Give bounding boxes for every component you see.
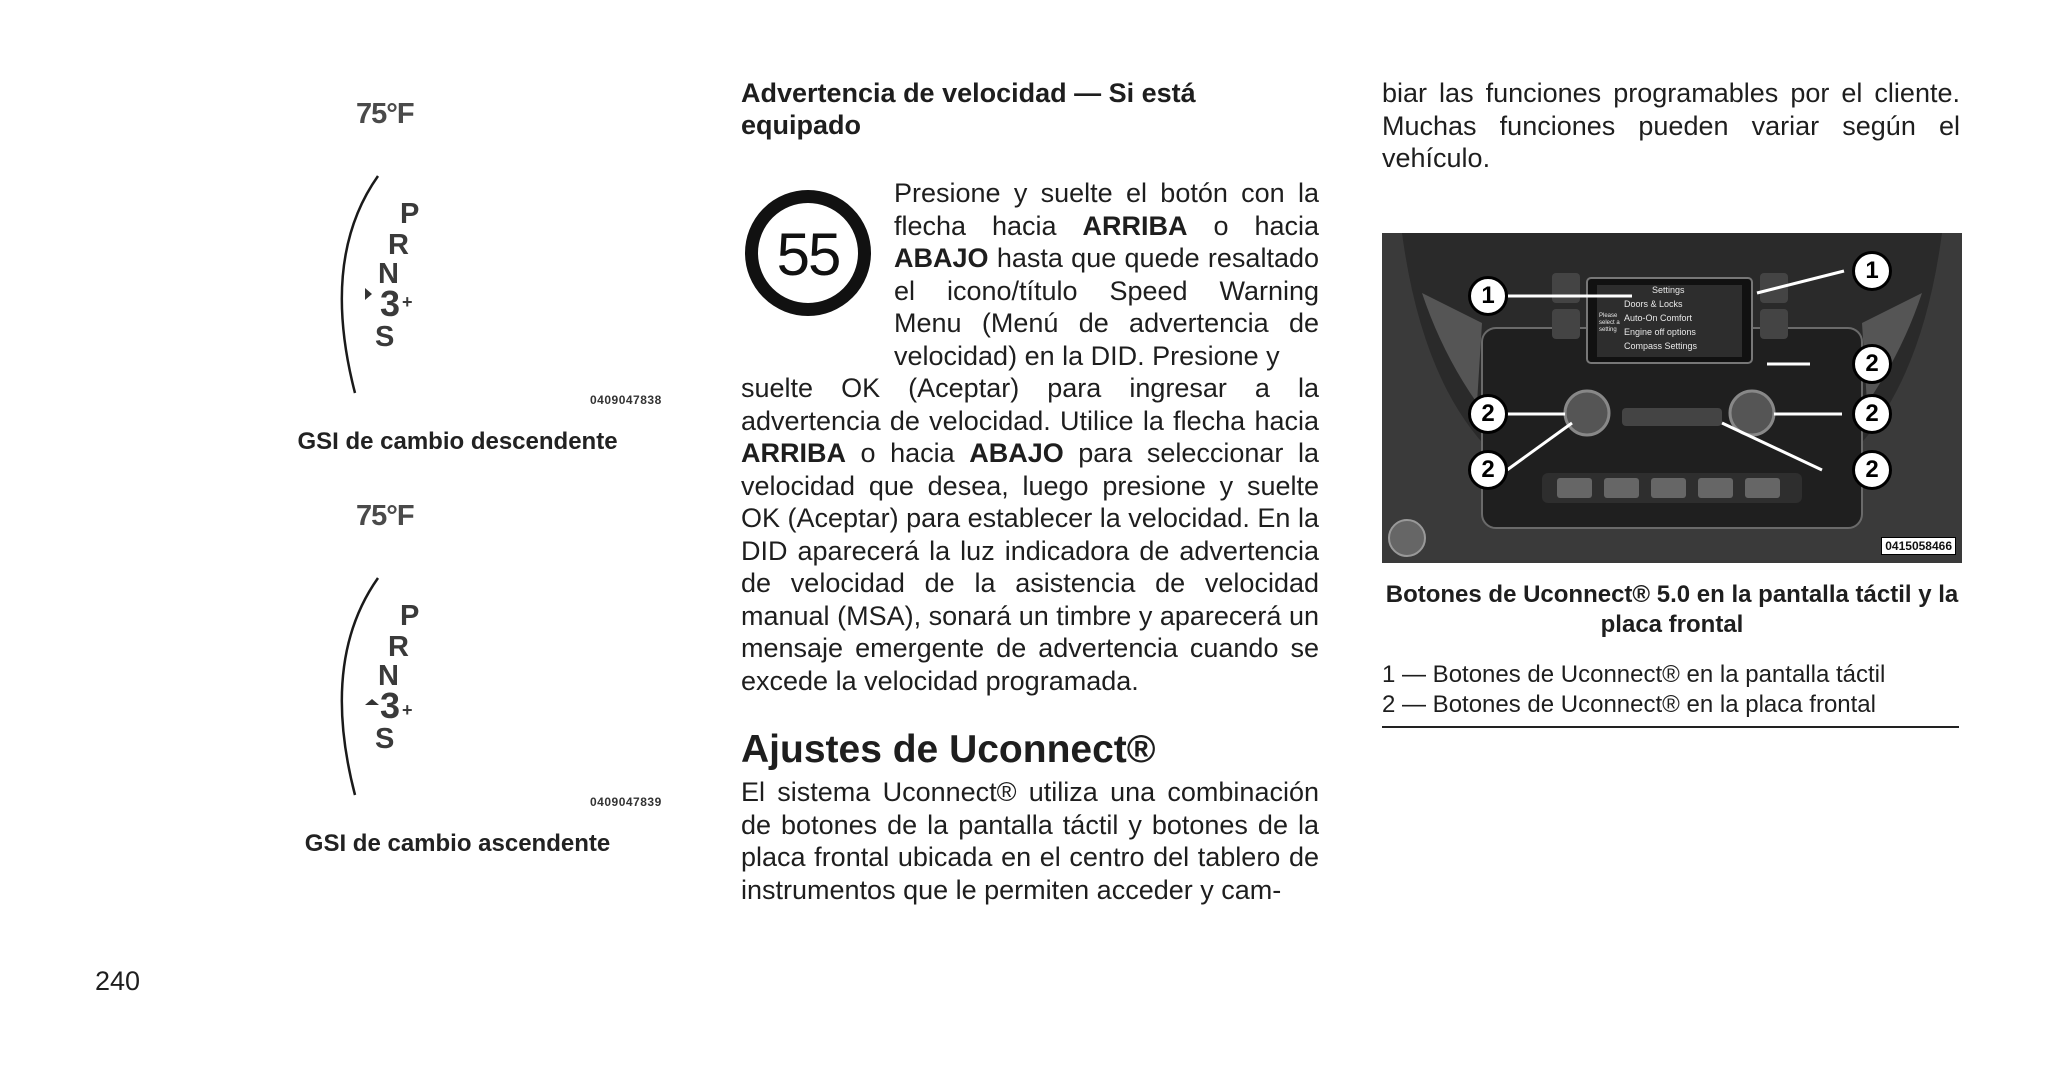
text-bold: ABAJO (894, 243, 989, 273)
callout-2: 2 (1468, 394, 1508, 434)
uconnect-heading: Ajustes de Uconnect® (741, 728, 1156, 771)
text-run: o hacia (1187, 210, 1319, 241)
gear-n: N (378, 660, 399, 692)
text-run: suelte OK (Aceptar) para ingresar a la advertencia de velocidad. Utilice la flecha hacia (741, 373, 1319, 436)
photo-caption: Botones de Uconnect® 5.0 en la pantalla táctil y la placa frontal (1385, 581, 1959, 638)
speed-warning-heading: Advertencia de velocidad — Si está equipado (741, 78, 1196, 140)
gear-s: S (375, 321, 395, 353)
text-bold: ARRIBA (1082, 210, 1188, 241)
callout-2: 2 (1852, 394, 1892, 434)
callout-1: 1 (1852, 251, 1892, 291)
uconnect-paragraph: El sistema Uconnect® utiliza una combinación de botones de la pantalla táctil y botones de la placa frontal ubicada en el centro del tablero de instrumentos que le permiten acceder y cam- (741, 777, 1319, 905)
gear-n: N (378, 258, 399, 290)
gear-p: P (400, 600, 420, 632)
figure-code: 0409047838 (590, 393, 662, 407)
text-bold: ARRIBA (741, 438, 846, 468)
callout-2: 2 (1852, 450, 1892, 490)
callout-2: 2 (1468, 450, 1508, 490)
figure-caption: GSI de cambio ascendente (304, 830, 611, 857)
page-number: 240 (95, 966, 141, 996)
gear-p: P (400, 198, 420, 230)
gear-3: 3 (380, 685, 401, 726)
speed-limit-number: 55 (776, 220, 840, 288)
gsi-gauge-arc (270, 88, 690, 423)
gsi-figure-downshift (270, 88, 690, 423)
legend-item: 2 — Botones de Uconnect® en la placa frontal (1382, 691, 1876, 718)
screen-menu-item: Engine off options (1624, 327, 1696, 337)
speed-warning-paragraph-bottom (741, 372, 1319, 697)
gsi-gauge-arc (270, 490, 690, 825)
speed-warning-paragraph-top (894, 177, 1319, 372)
gear-r: R (388, 631, 409, 663)
screen-title: Settings (1652, 285, 1685, 295)
gear-3: 3 (380, 283, 401, 324)
legend-item: 1 — Botones de Uconnect® en la pantalla táctil (1382, 661, 1886, 688)
gear-r: R (388, 229, 409, 261)
screen-menu-item: Doors & Locks (1624, 299, 1683, 309)
gsi-figure-upshift (270, 490, 690, 825)
screen-menu-item: Compass Settings (1624, 341, 1698, 351)
callout-2: 2 (1852, 344, 1892, 384)
figure-code: 0409047839 (590, 795, 662, 809)
text-run: hasta que quede resaltado el icono/título Speed Warning Menu (Menú de advertencia de velocidad) en la DID. Presione y (894, 243, 1319, 371)
text-bold: ABAJO (969, 438, 1064, 468)
temperature-readout: 75°F (356, 500, 414, 532)
text-run: o hacia (846, 438, 970, 468)
speed-limit-icon (745, 190, 871, 316)
gear-s: S (375, 723, 395, 755)
temperature-readout: 75°F (356, 98, 414, 130)
screen-menu-item: Auto-On Comfort (1624, 313, 1693, 323)
text-run: para seleccionar la velocidad que desea, luego presione y suelte OK (Aceptar) para establecer la velocidad. En la DID aparecerá la luz indicadora de advertencia de velocidad de la asistencia de velocidad manual (MSA), sonará un timbre y aparecerá un mensaje emergente de advertencia cuando se excede la velocidad programada. (741, 438, 1319, 696)
text-run: Presione y suelte el botón con la flecha hacia (894, 178, 1319, 241)
callout-1: 1 (1468, 276, 1508, 316)
figure-caption: GSI de cambio descendente (297, 428, 618, 455)
photo-legend (1382, 660, 1959, 728)
gear-plus: + (402, 292, 413, 312)
gear-plus: + (402, 700, 413, 720)
photo-code: 0415058466 (1881, 537, 1956, 555)
uconnect-dashboard-photo (1382, 233, 1962, 563)
uconnect-paragraph-continued: biar las funciones programables por el cliente. Muchas funciones pueden variar según el vehículo. (1382, 78, 1960, 173)
screen-side-text: Please select a setting (1599, 313, 1620, 333)
